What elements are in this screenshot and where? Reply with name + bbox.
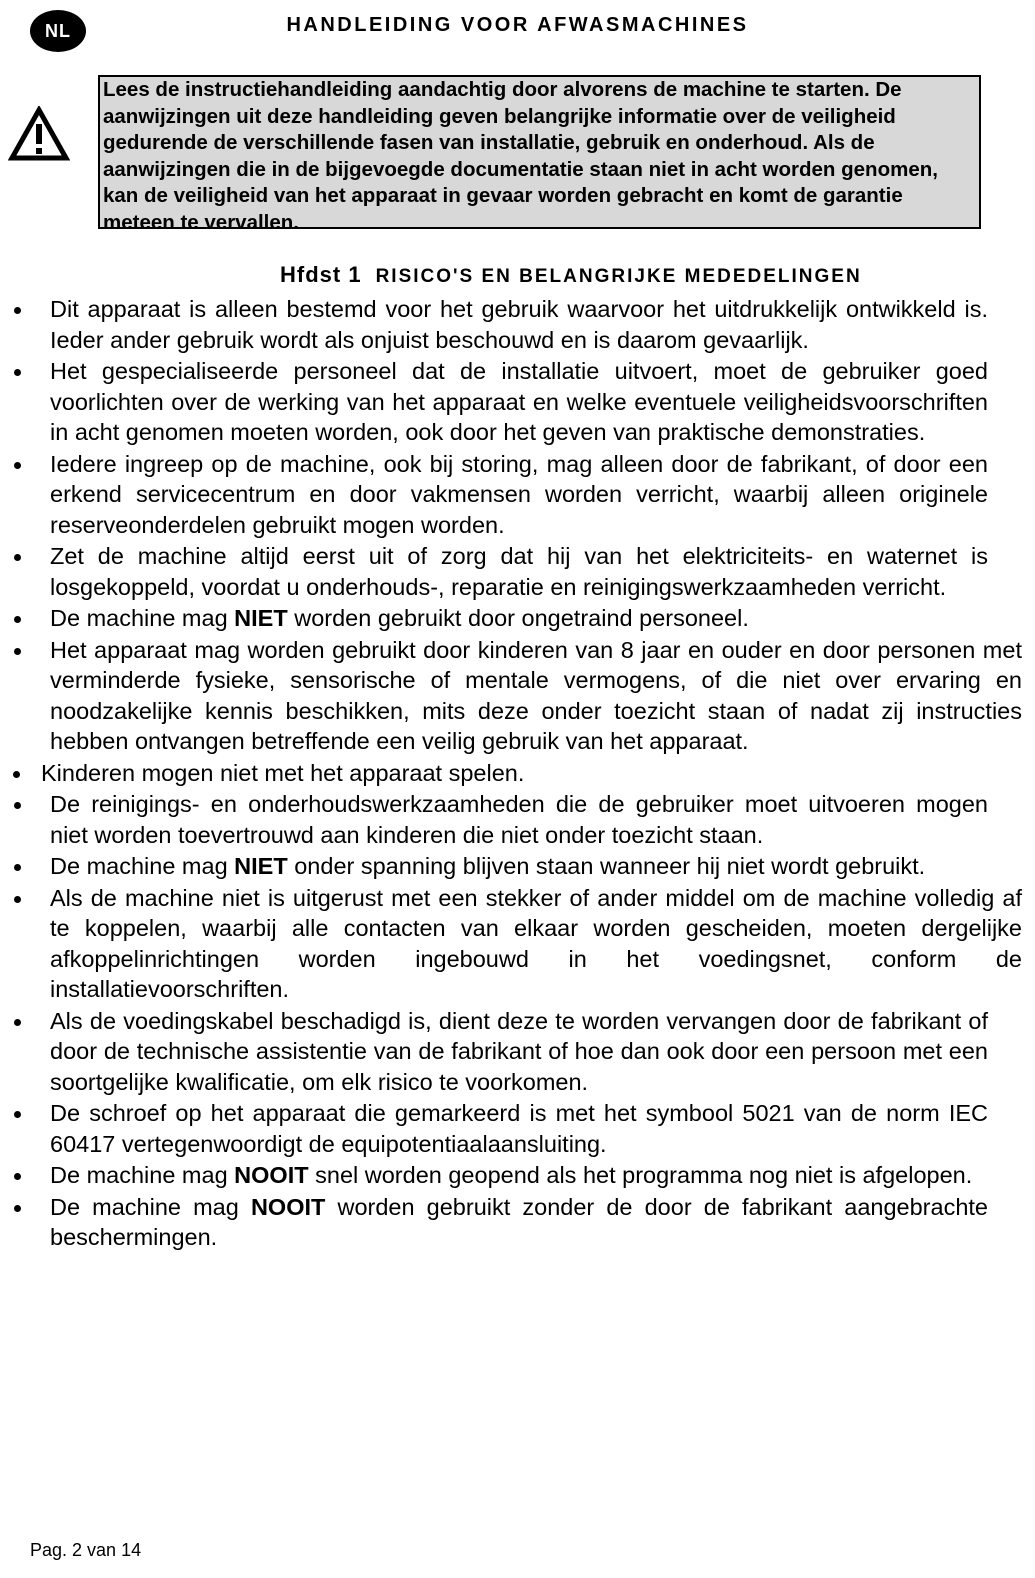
chapter-number: Hfdst 1 bbox=[280, 262, 362, 287]
bullet-icon bbox=[14, 554, 21, 561]
list-item bbox=[0, 635, 1022, 757]
chapter-heading bbox=[280, 262, 862, 288]
bullet-icon bbox=[14, 1173, 21, 1180]
list-item-text: Als de voedingskabel beschadigd is, dient deze te worden vervangen door de fabrikant of door de technische assistentie van de fabrikant of hoe dan ook door een persoon met een soortgelijke kwalificatie, om elk risico te voorkomen. bbox=[50, 1007, 988, 1095]
list-item bbox=[0, 1160, 988, 1191]
safety-notice-text: Lees de instructiehandleiding aandachtig door alvorens de machine te starten. De aanwijzingen uit deze handleiding geven belangrijke informatie over de veiligheid gedurende de verschillende fasen van installatie, gebruik en onderhoud. Als de aanwijzingen die in de bijgevoegde documentatie staan niet in acht worden genomen, kan de veiligheid van het apparaat in gevaar worden gebracht en komt de garantie meteen te vervallen. bbox=[103, 78, 938, 234]
bullet-icon bbox=[14, 1111, 21, 1118]
bullet-icon bbox=[14, 896, 21, 903]
list-item bbox=[0, 883, 1022, 1005]
chapter-title: RISICO'S EN BELANGRIJKE MEDEDELINGEN bbox=[375, 266, 862, 287]
list-item bbox=[0, 758, 979, 789]
bullet-icon bbox=[14, 616, 21, 623]
document-title: HANDLEIDING VOOR AFWASMACHINES bbox=[286, 14, 749, 36]
bullet-icon bbox=[13, 771, 20, 778]
page-number: Pag. 2 van 14 bbox=[30, 1540, 142, 1560]
list-item bbox=[0, 356, 988, 448]
safety-rules-list bbox=[0, 294, 1035, 1254]
list-item bbox=[0, 1006, 988, 1098]
list-item-text: Kinderen mogen niet met het apparaat spelen. bbox=[41, 759, 525, 786]
list-item-text: De reinigings- en onderhoudswerkzaamheden die de gebruiker moet uitvoeren mogen niet worden toevertrouwd aan kinderen die niet onder toezicht staan. bbox=[50, 791, 988, 848]
list-item-text: Het gespecialiseerde personeel dat de installatie uitvoert, moet de gebruiker goed voorlichten over de werking van het apparaat en welke eventuele veiligheidsvoorschriften in acht genomen moeten worden, ook door het geven van praktische demonstraties. bbox=[50, 358, 988, 445]
list-item-text: Dit apparaat is alleen bestemd voor het gebruik waarvoor het uitdrukkelijk ontwikkeld is. Ieder ander gebruik wordt als onjuist beschouwd en is daarom gevaarlijk. bbox=[50, 296, 988, 353]
list-item bbox=[0, 851, 988, 882]
list-item-text: De schroef op het apparaat die gemarkeerd is met het symbool 5021 van de norm IEC 60417 vertegenwoordigt de equipotentiaalaansluiting. bbox=[50, 1100, 988, 1157]
list-item bbox=[0, 603, 988, 634]
list-item-text: Iedere ingreep op de machine, ook bij storing, mag alleen door de fabrikant, of door een erkend servicecentrum en door vakmensen worden verricht, waarbij alleen originele reserveonderdelen gebruikt mogen worden. bbox=[50, 450, 988, 538]
bullet-icon bbox=[14, 307, 21, 314]
bullet-icon bbox=[14, 802, 21, 809]
bullet-icon bbox=[14, 1019, 21, 1026]
list-item bbox=[0, 1098, 988, 1159]
list-item-text: De machine mag NOOIT worden gebruikt zonder de door de fabrikant aangebrachte beschermingen. bbox=[50, 1193, 988, 1250]
list-item-text: De machine mag NOOIT snel worden geopend als het programma nog niet is afgelopen. bbox=[50, 1162, 973, 1188]
bullet-icon bbox=[14, 1205, 21, 1212]
bullet-icon bbox=[14, 648, 21, 655]
list-item bbox=[0, 789, 988, 850]
bullet-icon bbox=[14, 462, 21, 469]
list-item bbox=[0, 449, 988, 541]
list-item-text: Als de machine niet is uitgerust met een stekker of ander middel om de machine volledig af te koppelen, waarbij alle contacten van elkaar worden gescheiden, moeten dergelijke afkoppelinrichtingen worden ingebouwd in het voedingsnet, conform de installatievoorschriften. bbox=[50, 884, 1022, 1002]
list-item-text: De machine mag NIET worden gebruikt door ongetraind personeel. bbox=[50, 605, 749, 631]
list-item-text: Zet de machine altijd eerst uit of zorg dat hij van het elektriciteits- en waternet is losgekoppeld, voordat u onderhouds-, reparatie en reinigingswerkzaamheden verricht. bbox=[50, 543, 988, 600]
list-item-text: Het apparaat mag worden gebruikt door kinderen van 8 jaar en ouder en door personen met verminderde fysieke, sensorische of mentale vermogens, of die niet over ervaring en noodzakelijke kennis beschikken, mits deze onder toezicht staan of nadat zij instructies hebben ontvangen betreffende een veilig gebruik van het apparaat. bbox=[50, 636, 1022, 754]
language-badge: NL bbox=[30, 10, 86, 52]
bullet-icon bbox=[14, 369, 21, 376]
warning-triangle-icon bbox=[8, 106, 70, 162]
list-item bbox=[0, 1192, 988, 1253]
bullet-icon bbox=[14, 864, 21, 871]
list-item-text: De machine mag NIET onder spanning blijven staan wanneer hij niet wordt gebruikt. bbox=[50, 853, 926, 879]
list-item bbox=[0, 541, 988, 602]
safety-notice-box bbox=[98, 75, 981, 234]
list-item bbox=[0, 294, 988, 355]
